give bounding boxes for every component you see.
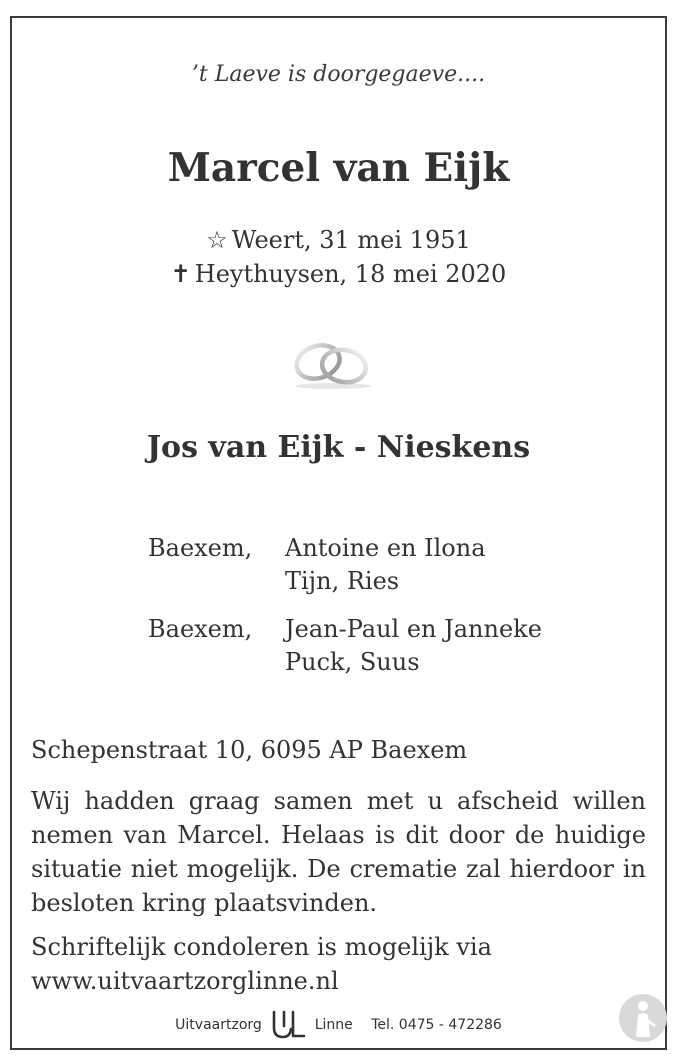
footer-branding	[0, 1010, 677, 1040]
phone-number: Tel. 0475 - 472286	[371, 1017, 502, 1033]
family-place-1: Baexem,	[148, 534, 253, 562]
condolence-text: Schriftelijk condoleren is mogelijk via	[31, 933, 492, 961]
memorial-watermark-icon	[618, 993, 668, 1043]
death-line	[0, 260, 677, 288]
wedding-rings-icon	[288, 338, 378, 390]
deceased-name: Marcel van Eijk	[167, 145, 510, 191]
message-paragraph: Wij hadden graag samen met u afscheid willen nemen van Marcel. Helaas is dit door de huidige situatie niet mogelijk. De crematie zal hierdoor in besloten kring plaatsvinden.	[31, 787, 646, 917]
motto: ’t Laeve is doorgegaeve....	[191, 62, 486, 87]
ul-monogram-icon	[270, 1010, 306, 1040]
address: Schepenstraat 10, 6095 AP Baexem	[31, 736, 468, 764]
condolence-link[interactable]: www.uitvaartzorglinne.nl	[31, 967, 339, 995]
family-names-2: Jean-Paul en Janneke	[285, 615, 542, 643]
birth-text: Weert, 31 mei 1951	[231, 226, 471, 254]
brand-left: Uitvaartzorg	[175, 1017, 262, 1033]
birth-line	[0, 226, 677, 254]
brand-right: Linne	[314, 1017, 353, 1033]
spouse-name: Jos van Eijk - Nieskens	[146, 430, 531, 465]
family-place-2: Baexem,	[148, 615, 253, 643]
star-icon: ☆	[206, 226, 228, 254]
cross-icon: ✝	[170, 260, 191, 288]
condolence-paragraph	[31, 930, 646, 998]
family-children-2: Puck, Suus	[285, 648, 420, 676]
family-names-1: Antoine en Ilona	[285, 534, 486, 562]
death-text: Heythuysen, 18 mei 2020	[194, 260, 507, 288]
family-children-1: Tijn, Ries	[285, 567, 400, 595]
